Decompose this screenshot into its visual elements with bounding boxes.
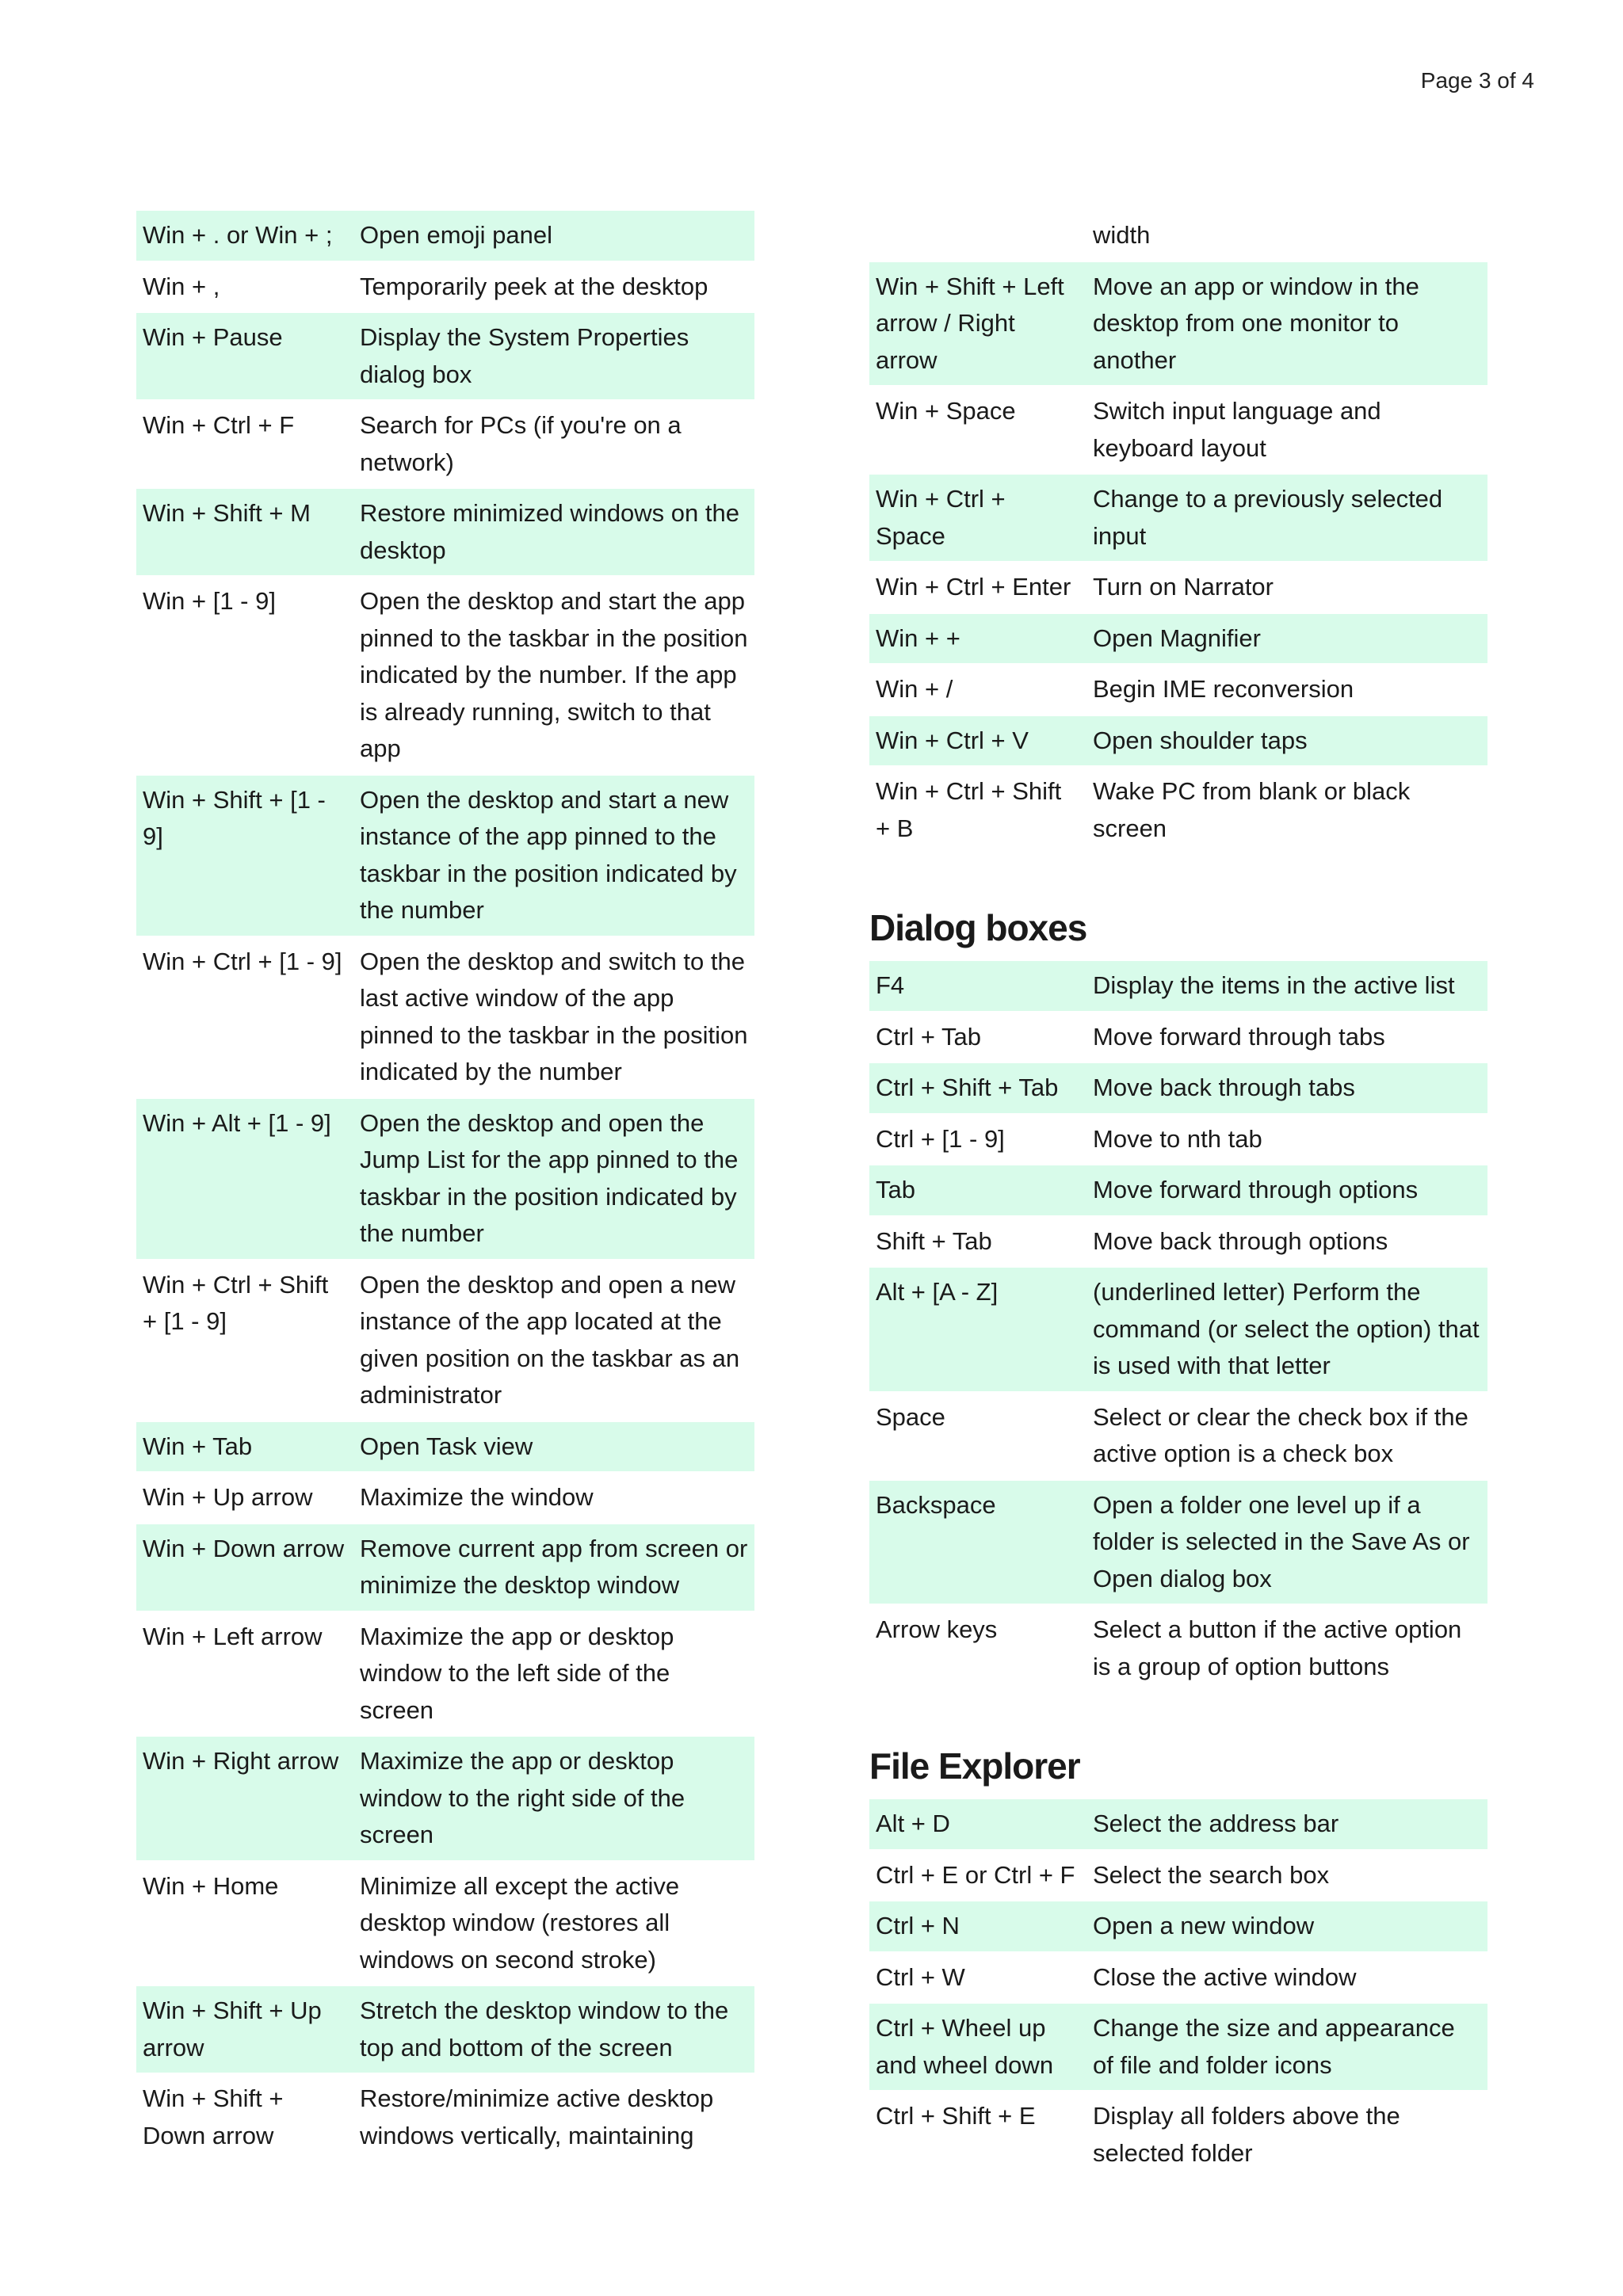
shortcut-keys: Win + Ctrl + Shift + [1 - 9] <box>136 1261 353 1422</box>
shortcut-keys: Win + Shift + Left arrow / Right arrow <box>869 262 1086 387</box>
shortcut-description: Maximize the app or desktop window to the right side of the screen <box>353 1737 754 1862</box>
table-row <box>136 489 754 577</box>
shortcut-description: Change the size and appearance of file and folder icons <box>1086 2004 1487 2092</box>
table-row <box>136 262 754 314</box>
table-row <box>869 1217 1487 1268</box>
table-row <box>869 767 1487 855</box>
page-number: Page 3 of 4 <box>1420 68 1534 93</box>
table-row <box>869 1605 1487 1693</box>
shortcut-keys: Win + Shift + [1 - 9] <box>136 776 353 937</box>
shortcut-description: Switch input language and keyboard layout <box>1086 387 1487 475</box>
table-row <box>869 387 1487 475</box>
shortcut-keys: F4 <box>869 961 1086 1013</box>
shortcut-description: Open the desktop and open a new instance of the app located at the given position on the taskbar as an administrator <box>353 1261 754 1422</box>
shortcut-description: Move back through tabs <box>1086 1063 1487 1115</box>
shortcut-description: Begin IME reconversion <box>1086 665 1487 716</box>
shortcut-description: Change to a previously selected input <box>1086 475 1487 563</box>
shortcut-keys: Win + + <box>869 614 1086 666</box>
section-heading: Dialog boxes <box>869 907 1087 948</box>
shortcut-keys: Alt + [A - Z] <box>869 1268 1086 1393</box>
shortcut-keys: Win + Ctrl + Enter <box>869 563 1086 614</box>
shortcut-description: Restore/minimize active desktop windows vertically, maintaining <box>353 2074 754 2162</box>
table-row <box>869 1115 1487 1166</box>
shortcut-description: Temporarily peek at the desktop <box>353 262 754 314</box>
shortcut-table-right-continued <box>869 211 1487 855</box>
table-row <box>136 401 754 489</box>
table-row <box>136 577 754 776</box>
table-row <box>136 313 754 401</box>
shortcut-keys: Win + [1 - 9] <box>136 577 353 776</box>
shortcut-description: (underlined letter) Perform the command (or select the option) that is used with that letter <box>1086 1268 1487 1393</box>
shortcut-keys: Shift + Tab <box>869 1217 1086 1268</box>
shortcut-keys: Win + Ctrl + Shift + B <box>869 767 1086 855</box>
table-row <box>869 2092 1487 2180</box>
table-row <box>869 614 1487 666</box>
shortcut-description: Display the items in the active list <box>1086 961 1487 1013</box>
shortcut-keys: Ctrl + Tab <box>869 1013 1086 1064</box>
shortcut-description: Close the active window <box>1086 1953 1487 2004</box>
shortcut-keys: Win + Shift + M <box>136 489 353 577</box>
table-row <box>136 1473 754 1524</box>
table-row <box>136 1099 754 1261</box>
table-row <box>869 1063 1487 1115</box>
table-row <box>136 211 754 262</box>
shortcut-description: Maximize the app or desktop window to the left side of the screen <box>353 1612 754 1737</box>
table-row <box>136 1737 754 1862</box>
shortcut-description: Open the desktop and open the Jump List for the app pinned to the taskbar in the position indicated by the number <box>353 1099 754 1261</box>
shortcut-keys <box>869 211 1086 262</box>
shortcut-description: width <box>1086 211 1487 262</box>
shortcut-keys: Ctrl + Wheel up and wheel down <box>869 2004 1086 2092</box>
table-row <box>136 937 754 1099</box>
shortcut-description: Open emoji panel <box>353 211 754 262</box>
shortcut-description: Restore minimized windows on the desktop <box>353 489 754 577</box>
shortcut-description: Move back through options <box>1086 1217 1487 1268</box>
shortcut-description: Open shoulder taps <box>1086 716 1487 768</box>
table-row <box>136 1261 754 1422</box>
table-row <box>136 776 754 937</box>
table-row <box>869 2004 1487 2092</box>
shortcut-keys: Win + . or Win + ; <box>136 211 353 262</box>
shortcut-description: Select the address bar <box>1086 1799 1487 1851</box>
table-row <box>869 1901 1487 1953</box>
shortcut-keys: Alt + D <box>869 1799 1086 1851</box>
table-row <box>869 716 1487 768</box>
shortcut-keys: Space <box>869 1393 1086 1481</box>
shortcut-keys: Win + Ctrl + [1 - 9] <box>136 937 353 1099</box>
shortcut-description: Move forward through options <box>1086 1165 1487 1217</box>
shortcut-keys: Win + Space <box>869 387 1086 475</box>
shortcut-keys: Tab <box>869 1165 1086 1217</box>
shortcut-keys: Win + Left arrow <box>136 1612 353 1737</box>
shortcut-keys: Win + Pause <box>136 313 353 401</box>
shortcut-description: Select the search box <box>1086 1851 1487 1902</box>
shortcut-keys: Win + Tab <box>136 1422 353 1474</box>
shortcut-keys: Win + Shift + Down arrow <box>136 2074 353 2162</box>
shortcut-table <box>869 1799 1487 2180</box>
shortcut-keys: Ctrl + E or Ctrl + F <box>869 1851 1086 1902</box>
shortcut-description: Move to nth tab <box>1086 1115 1487 1166</box>
shortcut-keys: Win + Ctrl + F <box>136 401 353 489</box>
shortcut-description: Display the System Properties dialog box <box>353 313 754 401</box>
shortcut-description: Open a folder one level up if a folder is selected in the Save As or Open dialog box <box>1086 1481 1487 1606</box>
table-row <box>869 1953 1487 2004</box>
table-row <box>869 1165 1487 1217</box>
shortcut-table <box>869 961 1487 1693</box>
table-row <box>136 1986 754 2074</box>
shortcut-keys: Win + Right arrow <box>136 1737 353 1862</box>
shortcut-description: Turn on Narrator <box>1086 563 1487 614</box>
shortcut-description: Select or clear the check box if the active option is a check box <box>1086 1393 1487 1481</box>
table-row <box>869 1013 1487 1064</box>
shortcut-description: Move an app or window in the desktop from one monitor to another <box>1086 262 1487 387</box>
left-column <box>136 211 754 2162</box>
shortcut-keys: Win + , <box>136 262 353 314</box>
shortcut-description: Search for PCs (if you're on a network) <box>353 401 754 489</box>
table-row <box>869 1393 1487 1481</box>
table-row <box>136 2074 754 2162</box>
table-row <box>869 1851 1487 1902</box>
shortcut-description: Remove current app from screen or minimize the desktop window <box>353 1524 754 1612</box>
table-row <box>869 211 1487 262</box>
shortcut-description: Open the desktop and start a new instance of the app pinned to the taskbar in the position indicated by the number <box>353 776 754 937</box>
table-row <box>136 1862 754 1987</box>
shortcut-description: Open the desktop and start the app pinned to the taskbar in the position indicated by the number. If the app is already running, switch to that app <box>353 577 754 776</box>
table-row <box>869 961 1487 1013</box>
shortcut-keys: Win + Down arrow <box>136 1524 353 1612</box>
shortcut-description: Maximize the window <box>353 1473 754 1524</box>
table-row <box>869 475 1487 563</box>
shortcut-keys: Win + Alt + [1 - 9] <box>136 1099 353 1261</box>
table-row <box>869 262 1487 387</box>
table-row <box>869 1268 1487 1393</box>
shortcut-description: Open a new window <box>1086 1901 1487 1953</box>
shortcut-description: Open the desktop and switch to the last active window of the app pinned to the taskbar in the position indicated by the number <box>353 937 754 1099</box>
shortcut-keys: Win + Up arrow <box>136 1473 353 1524</box>
section-heading: File Explorer <box>869 1745 1080 1787</box>
shortcut-keys: Win + Home <box>136 1862 353 1987</box>
shortcut-description: Stretch the desktop window to the top and bottom of the screen <box>353 1986 754 2074</box>
table-row <box>136 1612 754 1737</box>
shortcut-description: Wake PC from blank or black screen <box>1086 767 1487 855</box>
shortcut-keys: Ctrl + [1 - 9] <box>869 1115 1086 1166</box>
shortcut-keys: Arrow keys <box>869 1605 1086 1693</box>
table-row <box>869 1799 1487 1851</box>
shortcut-table-left <box>136 211 754 2162</box>
shortcut-description: Open Task view <box>353 1422 754 1474</box>
shortcut-keys: Ctrl + W <box>869 1953 1086 2004</box>
table-row <box>869 563 1487 614</box>
shortcut-description: Minimize all except the active desktop window (restores all windows on second stroke) <box>353 1862 754 1987</box>
shortcut-keys: Win + Ctrl + V <box>869 716 1086 768</box>
shortcut-keys: Win + Shift + Up arrow <box>136 1986 353 2074</box>
shortcut-keys: Win + Ctrl + Space <box>869 475 1086 563</box>
shortcut-description: Select a button if the active option is a group of option buttons <box>1086 1605 1487 1693</box>
shortcut-keys: Ctrl + Shift + Tab <box>869 1063 1086 1115</box>
table-row <box>136 1422 754 1474</box>
table-row <box>869 665 1487 716</box>
shortcut-keys: Ctrl + Shift + E <box>869 2092 1086 2180</box>
shortcut-description: Move forward through tabs <box>1086 1013 1487 1064</box>
right-column <box>869 211 1487 2180</box>
shortcut-keys: Backspace <box>869 1481 1086 1606</box>
table-row <box>136 1524 754 1612</box>
sections <box>869 906 1487 2180</box>
table-row <box>869 1481 1487 1606</box>
shortcut-description: Open Magnifier <box>1086 614 1487 666</box>
shortcut-description: Display all folders above the selected folder <box>1086 2092 1487 2180</box>
shortcut-keys: Win + / <box>869 665 1086 716</box>
shortcut-keys: Ctrl + N <box>869 1901 1086 1953</box>
